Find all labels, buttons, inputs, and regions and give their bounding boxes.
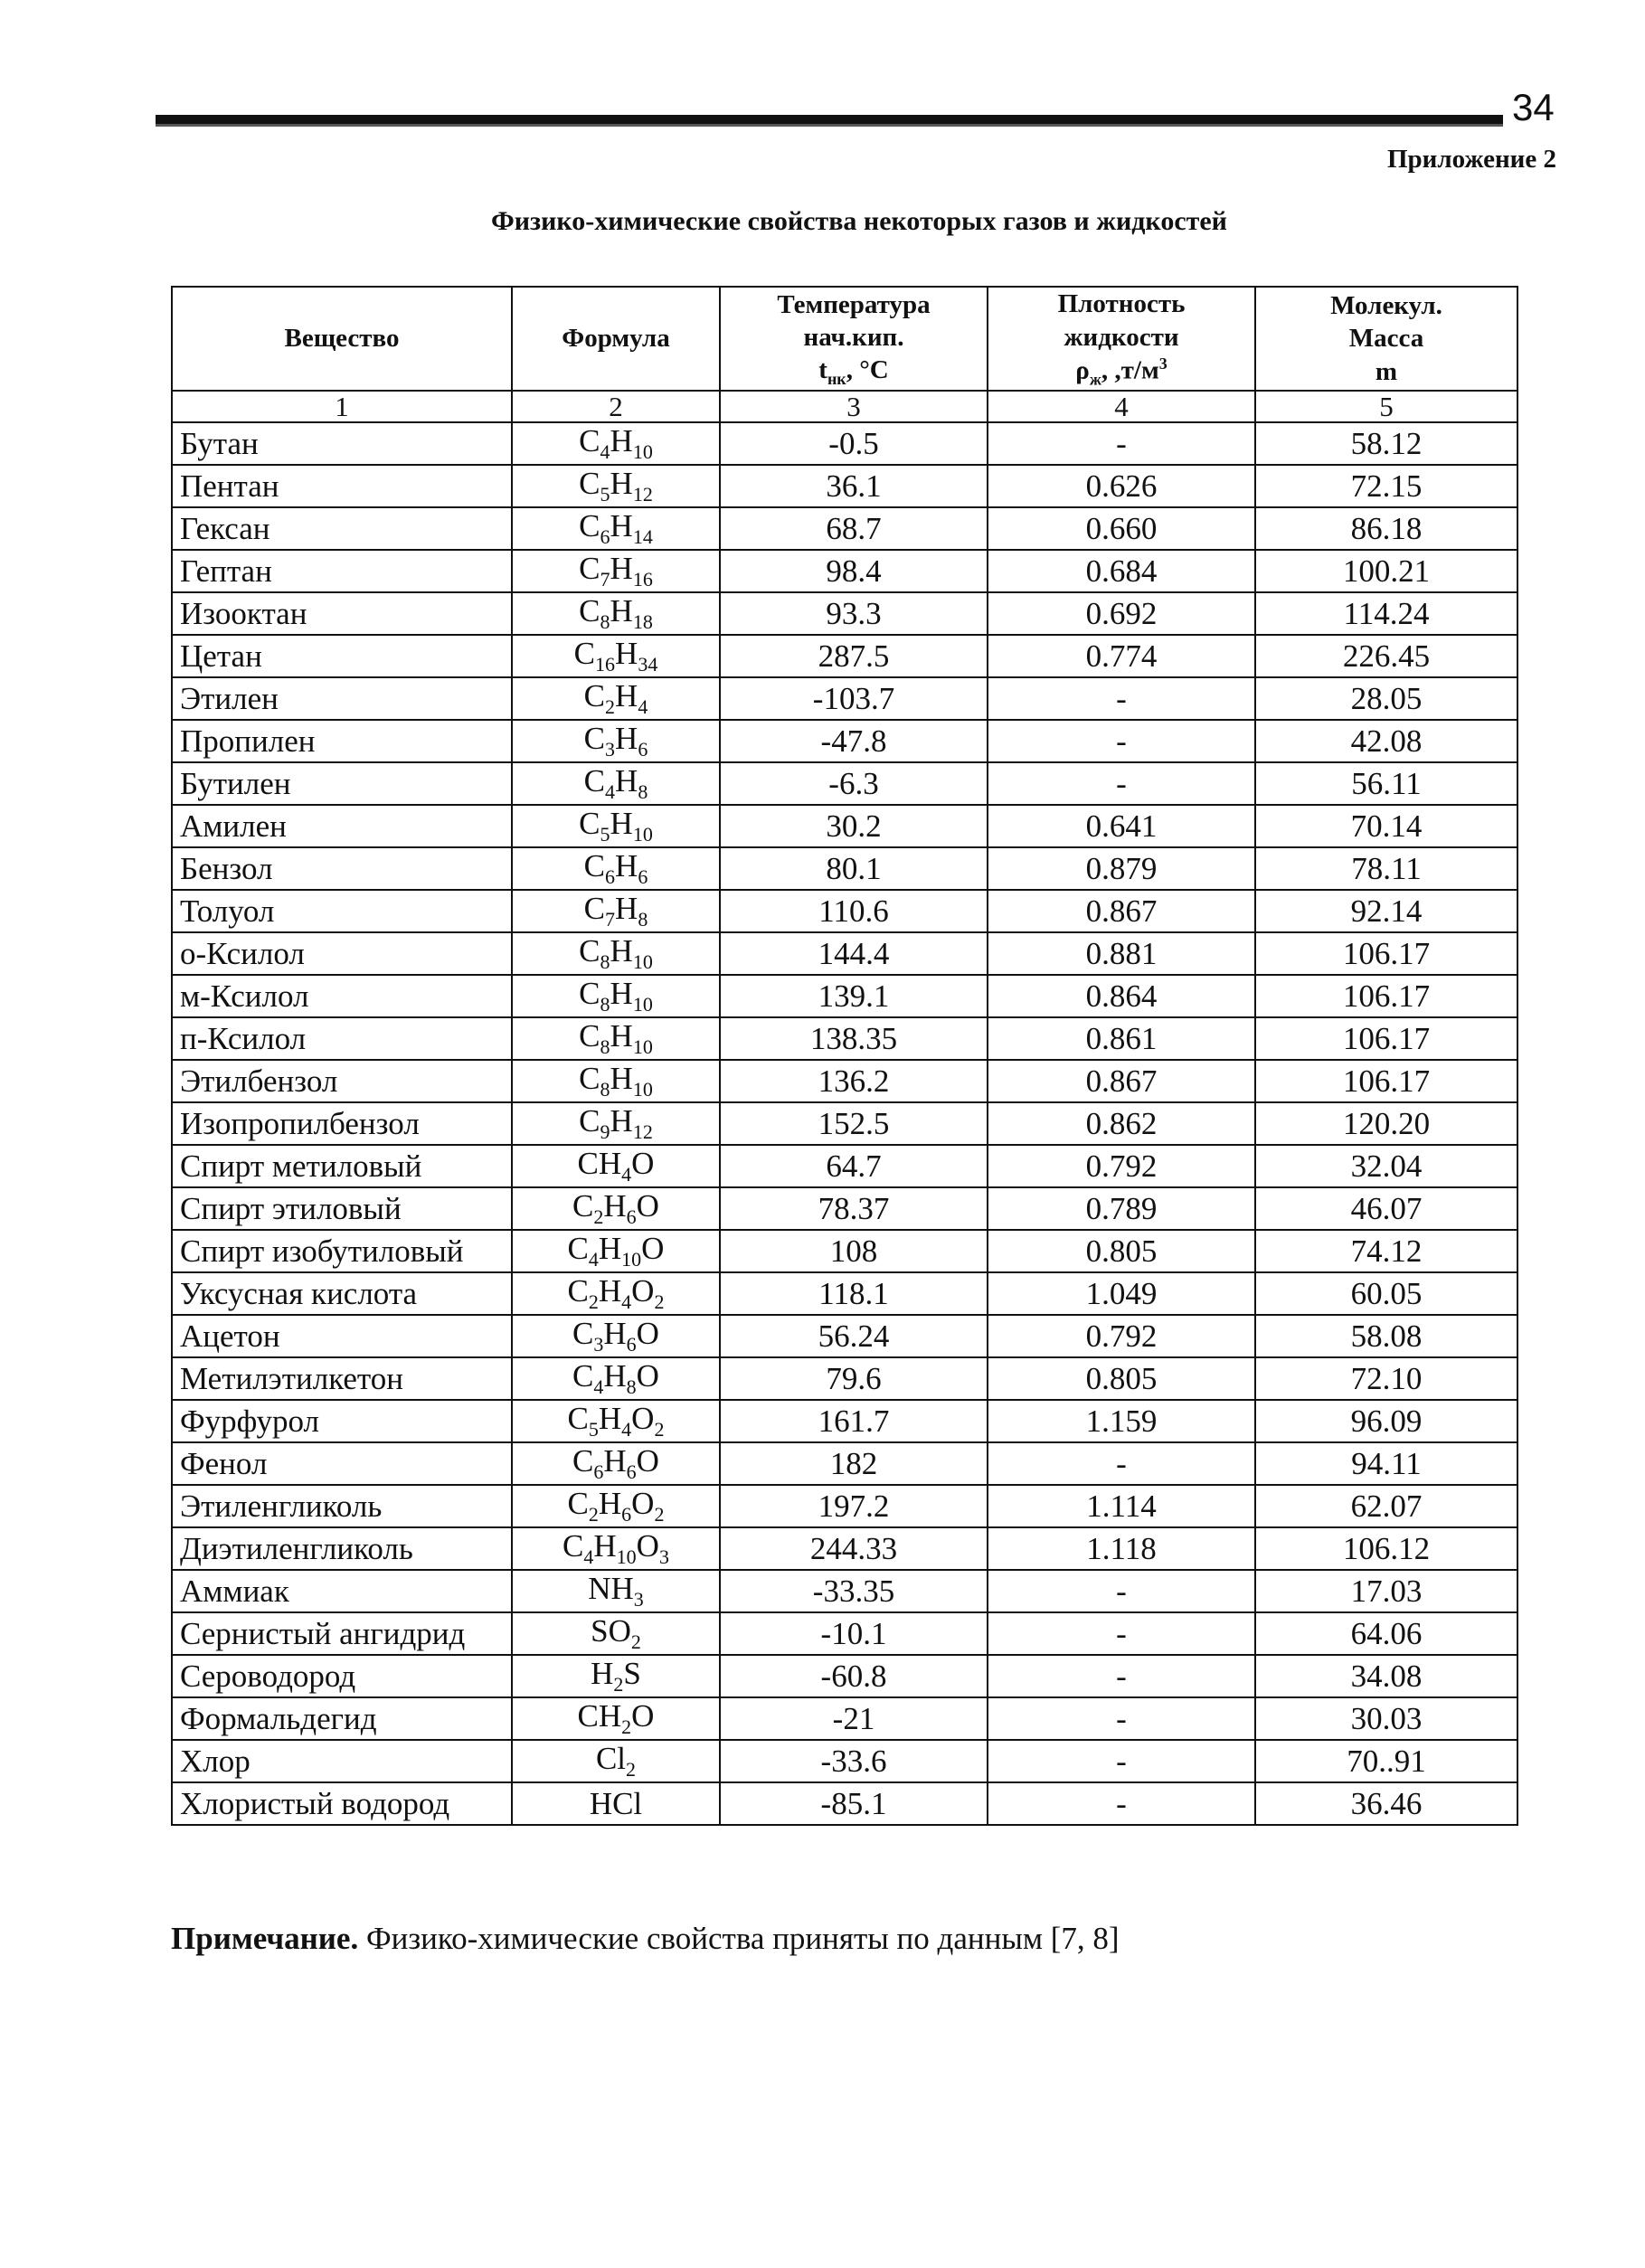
cell-boiling-temp: 68.7 xyxy=(720,507,988,550)
table-row xyxy=(172,847,1517,890)
cell-substance: Бутилен xyxy=(172,762,512,805)
cell-molar-mass: 42.08 xyxy=(1255,720,1517,762)
table-row xyxy=(172,720,1517,762)
header-density: Плотность жидкости $\rho_ж$, $,т/м^3$ xyxy=(988,287,1255,391)
cell-molar-mass: 62.07 xyxy=(1255,1485,1517,1527)
cell-density: 0.879 xyxy=(988,847,1255,890)
cell-density: - xyxy=(988,720,1255,762)
cell-substance: Гептан xyxy=(172,550,512,592)
cell-substance: Сероводород xyxy=(172,1655,512,1697)
cell-molar-mass: 56.11 xyxy=(1255,762,1517,805)
table-row xyxy=(172,1442,1517,1485)
cell-density: - xyxy=(988,762,1255,805)
cell-molar-mass: 96.09 xyxy=(1255,1400,1517,1442)
cell-substance: п-Ксилол xyxy=(172,1017,512,1060)
table-row xyxy=(172,1400,1517,1442)
cell-molar-mass: 94.11 xyxy=(1255,1442,1517,1485)
column-number: 2 xyxy=(512,391,720,422)
cell-molar-mass: 106.17 xyxy=(1255,1017,1517,1060)
cell-formula: $C_3H_6$ xyxy=(512,720,720,762)
cell-density: - xyxy=(988,1570,1255,1612)
table-row xyxy=(172,1187,1517,1230)
cell-density: - xyxy=(988,1442,1255,1485)
cell-boiling-temp: 110.6 xyxy=(720,890,988,932)
cell-formula: $C_4H_8O$ xyxy=(512,1357,720,1400)
cell-molar-mass: 100.21 xyxy=(1255,550,1517,592)
header-molar-mass: Молекул. Масса m xyxy=(1255,287,1517,391)
cell-density: 0.789 xyxy=(988,1187,1255,1230)
cell-density: 0.692 xyxy=(988,592,1255,635)
cell-density: 0.861 xyxy=(988,1017,1255,1060)
cell-density: 1.159 xyxy=(988,1400,1255,1442)
cell-substance: Этилен xyxy=(172,677,512,720)
cell-density: - xyxy=(988,422,1255,465)
table-row xyxy=(172,1485,1517,1527)
cell-substance: о-Ксилол xyxy=(172,932,512,975)
cell-molar-mass: 74.12 xyxy=(1255,1230,1517,1272)
cell-formula: $C_4H_8$ xyxy=(512,762,720,805)
cell-molar-mass: 34.08 xyxy=(1255,1655,1517,1697)
column-number: 3 xyxy=(720,391,988,422)
cell-boiling-temp: 36.1 xyxy=(720,465,988,507)
table-row xyxy=(172,1230,1517,1272)
cell-density: - xyxy=(988,677,1255,720)
cell-formula: $C_8H_{10}$ xyxy=(512,975,720,1017)
cell-density: 0.684 xyxy=(988,550,1255,592)
cell-molar-mass: 60.05 xyxy=(1255,1272,1517,1315)
table-row xyxy=(172,1357,1517,1400)
cell-substance: Хлористый водород xyxy=(172,1782,512,1825)
cell-substance: Уксусная кислота xyxy=(172,1272,512,1315)
cell-formula: $C_9H_{12}$ xyxy=(512,1102,720,1145)
cell-boiling-temp: 197.2 xyxy=(720,1485,988,1527)
cell-substance: Спирт изобутиловый xyxy=(172,1230,512,1272)
footnote xyxy=(171,1921,1120,1957)
cell-boiling-temp: 56.24 xyxy=(720,1315,988,1357)
cell-density: - xyxy=(988,1740,1255,1782)
table-row xyxy=(172,1697,1517,1740)
cell-formula: $CH_2O$ xyxy=(512,1697,720,1740)
cell-formula: $C_5H_4O_2$ xyxy=(512,1400,720,1442)
cell-boiling-temp: 64.7 xyxy=(720,1145,988,1187)
cell-molar-mass: 106.17 xyxy=(1255,1060,1517,1102)
cell-substance: Изопропилбензол xyxy=(172,1102,512,1145)
cell-formula: $C_5H_{12}$ xyxy=(512,465,720,507)
cell-density: 1.049 xyxy=(988,1272,1255,1315)
cell-formula: $C_8H_{18}$ xyxy=(512,592,720,635)
cell-boiling-temp: 118.1 xyxy=(720,1272,988,1315)
cell-formula: $Cl_2$ xyxy=(512,1740,720,1782)
cell-formula: $C_6H_6O$ xyxy=(512,1442,720,1485)
header-boiling-temp: Температура нач.кип. $t_{нк}$, °С xyxy=(720,287,988,391)
cell-substance: Аммиак xyxy=(172,1570,512,1612)
cell-formula: $C_5H_{10}$ xyxy=(512,805,720,847)
cell-formula: $C_2H_4O_2$ xyxy=(512,1272,720,1315)
cell-density: 0.792 xyxy=(988,1315,1255,1357)
cell-boiling-temp: 78.37 xyxy=(720,1187,988,1230)
properties-table xyxy=(171,286,1518,1826)
cell-molar-mass: 226.45 xyxy=(1255,635,1517,677)
cell-boiling-temp: -60.8 xyxy=(720,1655,988,1697)
cell-boiling-temp: 139.1 xyxy=(720,975,988,1017)
table-row xyxy=(172,1527,1517,1570)
cell-density: 0.626 xyxy=(988,465,1255,507)
cell-substance: Сернистый ангидрид xyxy=(172,1612,512,1655)
cell-boiling-temp: -0.5 xyxy=(720,422,988,465)
table-row xyxy=(172,550,1517,592)
column-number: 5 xyxy=(1255,391,1517,422)
cell-density: 0.864 xyxy=(988,975,1255,1017)
cell-formula: $C_2H_6O$ xyxy=(512,1187,720,1230)
cell-density: 1.118 xyxy=(988,1527,1255,1570)
cell-molar-mass: 120.20 xyxy=(1255,1102,1517,1145)
cell-molar-mass: 58.08 xyxy=(1255,1315,1517,1357)
cell-formula: $C_2H_4$ xyxy=(512,677,720,720)
cell-substance: Цетан xyxy=(172,635,512,677)
cell-boiling-temp: 108 xyxy=(720,1230,988,1272)
cell-density: - xyxy=(988,1782,1255,1825)
cell-molar-mass: 72.10 xyxy=(1255,1357,1517,1400)
cell-substance: Спирт этиловый xyxy=(172,1187,512,1230)
cell-density: 0.805 xyxy=(988,1230,1255,1272)
cell-formula: $NH_3$ xyxy=(512,1570,720,1612)
cell-molar-mass: 92.14 xyxy=(1255,890,1517,932)
table-row xyxy=(172,932,1517,975)
cell-density: 0.867 xyxy=(988,890,1255,932)
cell-density: - xyxy=(988,1655,1255,1697)
column-number: 1 xyxy=(172,391,512,422)
cell-formula: $C_4H_{10}O_3$ xyxy=(512,1527,720,1570)
cell-formula: $CH_4O$ xyxy=(512,1145,720,1187)
cell-molar-mass: 58.12 xyxy=(1255,422,1517,465)
cell-substance: Хлор xyxy=(172,1740,512,1782)
cell-formula: $C_6H_{14}$ xyxy=(512,507,720,550)
cell-boiling-temp: 287.5 xyxy=(720,635,988,677)
cell-boiling-temp: 98.4 xyxy=(720,550,988,592)
cell-boiling-temp: 30.2 xyxy=(720,805,988,847)
cell-substance: м-Ксилол xyxy=(172,975,512,1017)
cell-formula: $C_4H_{10}O$ xyxy=(512,1230,720,1272)
cell-density: - xyxy=(988,1697,1255,1740)
cell-substance: Этилбензол xyxy=(172,1060,512,1102)
cell-density: 1.114 xyxy=(988,1485,1255,1527)
table-row xyxy=(172,1612,1517,1655)
cell-molar-mass: 70.14 xyxy=(1255,805,1517,847)
cell-boiling-temp: 80.1 xyxy=(720,847,988,890)
cell-substance: Амилен xyxy=(172,805,512,847)
cell-density: 0.862 xyxy=(988,1102,1255,1145)
cell-molar-mass: 32.04 xyxy=(1255,1145,1517,1187)
cell-density: - xyxy=(988,1612,1255,1655)
table-row xyxy=(172,592,1517,635)
cell-density: 0.660 xyxy=(988,507,1255,550)
cell-substance: Этиленгликоль xyxy=(172,1485,512,1527)
cell-substance: Ацетон xyxy=(172,1315,512,1357)
table-row xyxy=(172,677,1517,720)
table-row xyxy=(172,1102,1517,1145)
table-row xyxy=(172,507,1517,550)
cell-molar-mass: 30.03 xyxy=(1255,1697,1517,1740)
footnote-label: Примечание. xyxy=(171,1921,359,1956)
cell-formula: $C_6H_6$ xyxy=(512,847,720,890)
cell-formula: $SO_2$ xyxy=(512,1612,720,1655)
column-number-row xyxy=(172,391,1517,422)
table-row xyxy=(172,762,1517,805)
header-rule xyxy=(156,115,1503,127)
cell-substance: Изооктан xyxy=(172,592,512,635)
cell-formula: $C_7H_8$ xyxy=(512,890,720,932)
cell-substance: Фурфурол xyxy=(172,1400,512,1442)
cell-substance: Гексан xyxy=(172,507,512,550)
cell-boiling-temp: -33.35 xyxy=(720,1570,988,1612)
table-row xyxy=(172,465,1517,507)
cell-molar-mass: 17.03 xyxy=(1255,1570,1517,1612)
table-row xyxy=(172,1145,1517,1187)
cell-density: 0.641 xyxy=(988,805,1255,847)
cell-molar-mass: 36.46 xyxy=(1255,1782,1517,1825)
cell-substance: Фенол xyxy=(172,1442,512,1485)
cell-formula: $H_2S$ xyxy=(512,1655,720,1697)
cell-density: 0.792 xyxy=(988,1145,1255,1187)
cell-substance: Пентан xyxy=(172,465,512,507)
cell-molar-mass: 106.12 xyxy=(1255,1527,1517,1570)
table-row xyxy=(172,1060,1517,1102)
cell-formula: $C_8H_{10}$ xyxy=(512,1017,720,1060)
cell-boiling-temp: -47.8 xyxy=(720,720,988,762)
cell-molar-mass: 28.05 xyxy=(1255,677,1517,720)
cell-boiling-temp: 182 xyxy=(720,1442,988,1485)
cell-molar-mass: 106.17 xyxy=(1255,932,1517,975)
cell-boiling-temp: 138.35 xyxy=(720,1017,988,1060)
table-row xyxy=(172,1655,1517,1697)
cell-boiling-temp: -21 xyxy=(720,1697,988,1740)
cell-substance: Формальдегид xyxy=(172,1697,512,1740)
cell-formula: $C_4H_{10}$ xyxy=(512,422,720,465)
table-row xyxy=(172,422,1517,465)
cell-formula: $C_8H_{10}$ xyxy=(512,932,720,975)
cell-boiling-temp: -103.7 xyxy=(720,677,988,720)
cell-boiling-temp: -10.1 xyxy=(720,1612,988,1655)
appendix-label: Приложение 2 xyxy=(1387,145,1556,174)
cell-density: 0.881 xyxy=(988,932,1255,975)
footnote-text: Физико-химические свойства приняты по данным [7, 8] xyxy=(358,1921,1120,1956)
cell-formula: HCl xyxy=(512,1782,720,1825)
cell-substance: Спирт метиловый xyxy=(172,1145,512,1187)
cell-molar-mass: 106.17 xyxy=(1255,975,1517,1017)
table-row xyxy=(172,635,1517,677)
table-row xyxy=(172,1017,1517,1060)
table-row xyxy=(172,1570,1517,1612)
cell-substance: Диэтиленгликоль xyxy=(172,1527,512,1570)
cell-molar-mass: 70..91 xyxy=(1255,1740,1517,1782)
cell-formula: $C_2H_6O_2$ xyxy=(512,1485,720,1527)
cell-formula: $C_8H_{10}$ xyxy=(512,1060,720,1102)
cell-substance: Метилэтилкетон xyxy=(172,1357,512,1400)
cell-boiling-temp: -33.6 xyxy=(720,1740,988,1782)
table-row xyxy=(172,1315,1517,1357)
cell-density: 0.774 xyxy=(988,635,1255,677)
table-row xyxy=(172,1272,1517,1315)
table-header-row xyxy=(172,287,1517,391)
column-number: 4 xyxy=(988,391,1255,422)
cell-molar-mass: 64.06 xyxy=(1255,1612,1517,1655)
cell-density: 0.805 xyxy=(988,1357,1255,1400)
cell-molar-mass: 78.11 xyxy=(1255,847,1517,890)
page-title: Физико-химические свойства некоторых газов и жидкостей xyxy=(491,206,1227,236)
header-formula: Формула xyxy=(512,287,720,391)
cell-substance: Бутан xyxy=(172,422,512,465)
cell-boiling-temp: 79.6 xyxy=(720,1357,988,1400)
cell-boiling-temp: 136.2 xyxy=(720,1060,988,1102)
table-row xyxy=(172,805,1517,847)
cell-boiling-temp: -6.3 xyxy=(720,762,988,805)
cell-boiling-temp: 152.5 xyxy=(720,1102,988,1145)
cell-density: 0.867 xyxy=(988,1060,1255,1102)
cell-boiling-temp: -85.1 xyxy=(720,1782,988,1825)
table-row xyxy=(172,890,1517,932)
header-substance: Вещество xyxy=(172,287,512,391)
table-row xyxy=(172,975,1517,1017)
cell-formula: $C_{16}H_{34}$ xyxy=(512,635,720,677)
cell-boiling-temp: 144.4 xyxy=(720,932,988,975)
cell-substance: Толуол xyxy=(172,890,512,932)
cell-molar-mass: 114.24 xyxy=(1255,592,1517,635)
cell-molar-mass: 86.18 xyxy=(1255,507,1517,550)
table-row xyxy=(172,1782,1517,1825)
cell-formula: $C_7H_{16}$ xyxy=(512,550,720,592)
cell-formula: $C_3H_6O$ xyxy=(512,1315,720,1357)
cell-molar-mass: 46.07 xyxy=(1255,1187,1517,1230)
cell-substance: Пропилен xyxy=(172,720,512,762)
table-row xyxy=(172,1740,1517,1782)
cell-boiling-temp: 244.33 xyxy=(720,1527,988,1570)
cell-molar-mass: 72.15 xyxy=(1255,465,1517,507)
cell-substance: Бензол xyxy=(172,847,512,890)
cell-boiling-temp: 161.7 xyxy=(720,1400,988,1442)
cell-boiling-temp: 93.3 xyxy=(720,592,988,635)
page-number: 34 xyxy=(1512,86,1555,128)
